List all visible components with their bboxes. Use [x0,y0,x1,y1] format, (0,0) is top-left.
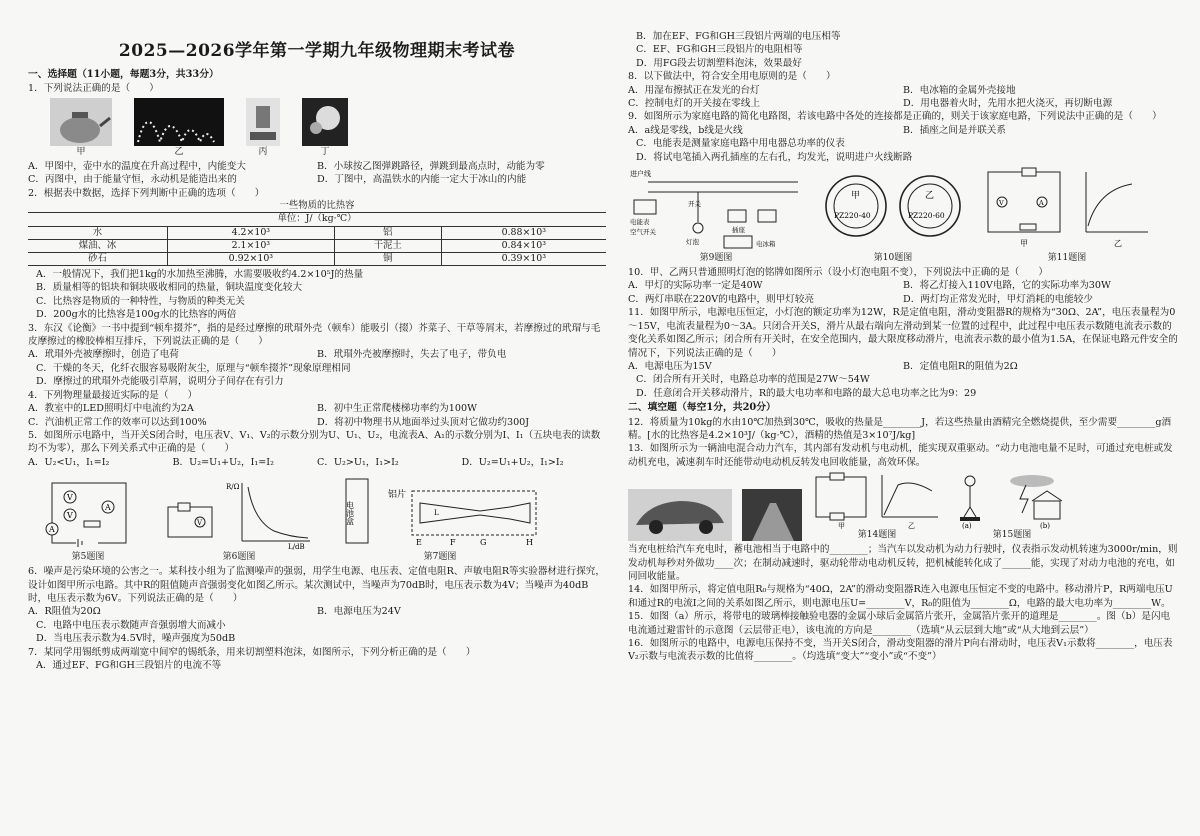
figure-q13-road [742,489,802,541]
q1-option-a: A．甲图中，壶中水的温度在升高过程中，内能变大 [28,160,246,172]
question-3-stem: 3．东汉《论衡》一书中提到“顿牟掇芥”，指的是经过摩擦的玳瑁外壳（顿牟）能吸引（掇）芥菜子、干草等屑末，若摩擦过的玳瑁与毛皮摩擦过的橡胶棒相互排斥，下列说法正确的是（ ） [28,322,601,348]
figure-bing-label: 丙 [258,146,268,157]
question-5-options [28,456,606,469]
q11-graph-label: 乙 [1114,239,1122,249]
question-12: 12．将质量为10kg的水由10℃加热到30℃，吸收的热量是________J，若这些热量由酒精完全燃烧提供，至少需要________g酒精。[水的比热容是4.2×10³J/（kg·℃），酒精的热值是3×10⁷J/kg] [628,416,1172,441]
q10-bulb-jia-label: 甲 [851,191,861,202]
svg-text:V: V [67,493,73,503]
table-cell: 0.39×10³ [441,253,606,266]
q9-option-d: D．将试电笔插入两孔插座的左右孔，均发光，说明进户火线断路 [636,151,913,163]
question-4-options [28,402,606,429]
q6-figure-caption: 第6题图 [222,552,256,563]
q7-option-a: A．通过EF、FG和GH三段铝片的电流不等 [36,659,222,671]
q11-figure-caption: 第11题图 [1047,253,1087,264]
q2-option-d: D．200g水的比热容是100g水的比热容的两倍 [36,309,237,321]
q10-bulb-yi-label: 乙 [925,191,935,202]
q6-option-b: B．电源电压为24V [317,606,401,618]
question-8-stem: 8．以下做法中，符合安全用电原则的是（ ） [628,71,836,83]
q15-label-b: (b) [1040,522,1050,530]
figure-jia [50,98,112,158]
q9-option-c: C．电能表是测量家庭电路中用电器总功率的仪表 [636,138,845,150]
q10-option-a: A．甲灯的实际功率一定是40W [628,280,763,292]
question-14: 14．如图甲所示，将定值电阻R₀与规格为“40Ω，2A”的滑动变阻器R连入电源电压恒定不变的电路中。移动滑片P，R两端电压U和通过R的电流I之间的关系如图乙所示，则电源电压U=________V，R₀的阻值为________Ω，电路的最大电功率为________W。 [628,584,1173,609]
q9-label-fridge: 电冰箱 [756,240,776,249]
question-11-options [628,360,1178,373]
question-15: 15．如图（a）所示，将带电的玻璃棒接触验电器的金属小球后金属箔片张开，金属箔片张开的道理是________。图（b）是闪电电流通过避雷针的示意图（云层带正电），该电流的方向是________（选填“从云层到大地”或“从大地到云层”） [628,611,1171,636]
q5-option-c: C．U₂>U₁，I₁>I₂ [317,456,399,468]
svg-text:A: A [1039,199,1044,208]
q6-circuit-and-graph [164,477,314,551]
road-photo [742,489,802,541]
table-row [28,240,606,253]
q10-bulb-nameplates [818,166,968,252]
q7-letter-f: F [450,538,456,548]
question-13: 13．如图所示为一辆油电混合动力汽车，其内部有发动机与电动机，能实现双重驱动。“动力电池电量不足时，可通过充电桩或发动机充电，减速刹车时还能带动电动机反转发电回收能量，高效环保。 [628,443,1173,468]
q5-circuit-diagram [38,477,138,551]
q11-option-c: C．闭合所有开关时，电路总功率的范围是27W～54W [636,374,870,386]
table-cell: 铜 [334,253,441,266]
question-5-stem: 5．如图所示电路中，当开关S闭合时，电压表V、V₁、V₂的示数分别为U、U₁、U₂，电流表A、A₁的示数分别为I、I₁（五块电表的读数均不为零），那么下列关系式中正确的是（ ） [28,429,601,455]
section-choice-heading: 一、选择题（11小题，每题3分，共33分） [28,69,219,80]
q14-figure-caption: 第14题图 [857,530,897,541]
q2-option-a: A．一般情况下，我们把1kg的水加热至沸腾，水需要吸收约4.2×10⁵J的热量 [36,269,364,281]
table-cell: 干泥土 [334,240,441,253]
figure-yi-label: 乙 [174,146,184,157]
question-8-options [628,84,1178,111]
figure-q15 [952,471,1072,541]
q4-option-d: D．将初中物理书从地面举过头顶对它做功约300J [317,416,530,428]
question-11-stem: 11．如图甲所示，电源电压恒定，小灯泡的额定功率为12W，R是定值电阻，滑动变阻器R的规格为“30Ω、2A”，电压表量程为0～15V，电流表量程为0～3A。只闭合开关S，滑片从最右端向左滑动到某一位置的过程中，此过程中电压表示数随电流表示数的变化关系如图乙所示；闭合所有开关时，在安全范围内，最大限度移动滑片，电流表示数的最小值为1.5A，在保证电路元件安全的情况下，下列说法正确的是（ ） [628,307,1178,359]
q3-option-d: D．摩擦过的玳瑁外壳能吸引草屑，说明分子间存在有引力 [36,376,284,388]
figure-q13-car [628,489,732,541]
question-10-stem: 10．甲、乙两只普通照明灯泡的铭牌如图所示（设小灯泡电阻不变），下列说法中正确的是（ ） [628,267,1048,279]
q1-option-d: D．丁图中，高温铁水的内能一定大于冰山的内能 [317,174,527,186]
q5-option-a: A．U₂<U₁，I₁=I₂ [28,456,110,468]
q5-option-d: D．U₂=U₁+U₂，I₁>I₂ [461,456,564,468]
figure-q11 [982,166,1152,264]
q9-figure-caption: 第9题图 [699,253,733,264]
q14-circuit-label: 甲 [838,522,845,530]
svg-text:A: A [105,503,111,513]
figure-q9 [628,166,804,264]
q4-option-c: C．汽油机正常工作的效率可以达到100% [28,416,207,428]
figure-ding [302,98,348,158]
q14-graph-label: 乙 [908,522,915,530]
questions-9-11-figures [628,166,1178,264]
molten-iron-photo [302,98,348,146]
q9-option-b: B．插座之间是并联关系 [903,124,1006,136]
q3-option-c: C．干燥的冬天，化纤衣服容易吸附灰尘，原理与“顿牟掇芥”现象原理相同 [36,362,351,374]
table-cell: 2.1×10³ [168,240,335,253]
q11-option-d: D．任意闭合开关移动滑片，R的最大电功率和电路的最大总电功率之比为9：29 [636,387,977,399]
question-1-figures [28,98,606,158]
q7-letter-g: G [480,538,487,548]
left-column [28,30,606,826]
q7-option-c: C．EF、FG和GH三段铝片的电阻相等 [636,44,803,56]
section-fill-heading: 二、填空题（每空1分，共20分） [628,402,776,414]
q3-option-b: B．玳瑁外壳被摩擦时，失去了电子，带负电 [317,349,507,361]
bouncing-ball-photo [134,98,224,146]
table-cell: 0.92×10³ [168,253,335,266]
svg-text:A: A [49,525,55,535]
figure-yi [134,98,224,158]
q10-bulb-jia-rating: PZ220-40 [834,211,871,221]
q15-electroscope-lightning [952,471,1072,529]
svg-text:V: V [67,511,73,521]
q8-option-c: C．控制电灯的开关接在零线上 [628,98,761,110]
q15-figure-caption: 第15题图 [992,530,1032,541]
question-13-continued: 当充电桩给汽车充电时，蓄电池相当于电路中的________；当汽车以发动机为动力行驶时，仪表指示发动机转速为3000r/min，则发动机每秒对外做功____次；在制动减速时，驱动轮带动电动机反转，把机械能转化成了______能，实现了对动力电池的充电，如同回收能量。 [628,544,1178,582]
q9-label-bulb: 灯泡 [686,238,699,247]
q7-length-label: L [434,509,439,518]
q7-tin-foil-diagram [340,471,540,551]
q11-circuit-label: 甲 [1020,239,1028,249]
figure-q6 [164,477,314,563]
table-cell: 砂石 [28,253,168,266]
figure-ding-label: 丁 [320,146,330,157]
question-3-options [28,348,606,361]
q11-option-b: B．定值电阻R的阻值为2Ω [903,360,1018,372]
q10-option-c: C．两灯串联在220V的电路中，则甲灯较亮 [628,293,815,305]
table-cell: 4.2×10³ [168,227,335,240]
q1-option-b: B．小球按乙图弹跳路径，弹跳到最高点时，动能为零 [317,160,545,172]
svg-text:V: V [197,519,203,528]
q5-option-b: B．U₂=U₁+U₂，I₁=I₂ [172,456,274,468]
questions-5-7-figures [28,471,606,563]
question-2-stem: 2．根据表中数据，选择下列判断中正确的选项（ ） [28,187,265,199]
q7-foil-label: 铝片 [388,490,407,501]
question-9-options [628,124,1178,137]
figure-jia-label: 甲 [76,146,86,157]
q9-household-circuit [628,166,804,252]
q10-option-d: D．两灯均正常发光时，甲灯消耗的电能较少 [903,293,1093,305]
q6-option-a: A．R阻值为20Ω [28,606,101,618]
q10-figure-caption: 第10题图 [873,253,913,264]
q3-option-a: A．玳瑁外壳被摩擦时，创造了电荷 [28,349,179,361]
q11-option-a: A．电源电压为15V [628,360,712,372]
hybrid-car-photo [628,489,732,541]
q8-option-b: B．电冰箱的金属外壳接地 [903,84,1016,96]
question-6-options [28,605,606,618]
q8-option-a: A．用湿布擦拭正在发光的台灯 [628,84,760,96]
question-4-stem: 4．下列物理量最接近实际的是（ ） [28,389,198,401]
q7-letter-h: H [526,538,533,548]
question-10-options [628,279,1178,306]
perpetual-machine-photo [246,98,280,146]
q7-option-b: B．加在EF、FG和GH三段铝片两端的电压相等 [636,31,841,42]
figure-q14 [812,471,942,541]
q7-letter-e: E [416,538,422,548]
q6-graph-ylabel: R/Ω [226,483,240,492]
q9-label-meter: 电能表 [630,218,650,227]
q9-label-breaker: 空气开关 [630,228,656,237]
table-cell: 煤油、冰 [28,240,168,253]
heat-table-unit: 单位：J/（kg·℃） [277,213,357,225]
q6-option-c: C．电路中电压表示数随声音强弱增大而减小 [36,619,226,631]
figure-q7 [340,471,540,563]
q7-option-d: D．用FG段去切割塑料泡沫，效果最好 [636,57,802,69]
question-6-stem: 6．噪声是污染环境的公害之一。某科技小组为了监测噪声的强弱，用学生电源、电压表、定值电阻R、声敏电阻R等实验器材进行探究，设计如图甲所示电路。其中R的阻值随声音强弱变化如图乙所示。某次测试中，当噪声为70dB时，电压表示数为4V；当噪声为40dB时，电压表示数为6V。下列说法正确的是（ ） [28,566,605,604]
q6-graph-xlabel: L/dB [288,543,305,552]
questions-13-15-figures [628,471,1178,541]
q9-label-switch: 开关 [688,200,701,209]
heat-table-caption: 一些物质的比热容 [28,200,606,213]
figure-q10 [818,166,968,264]
q11-circuit-and-graph [982,166,1152,252]
table-cell: 铝 [334,227,441,240]
q2-option-b: B．质量相等的铝块和铜块吸收相同的热量，铜块温度变化较大 [36,282,303,294]
q10-bulb-yi-rating: PZ220-60 [908,211,945,221]
q5-figure-caption: 第5题图 [71,552,105,563]
question-16: 16．如图所示的电路中，电源电压保持不变，当开关S闭合，滑动变阻器的滑片P向右滑动时，电压表V₁示数将________，电压表V₂示数与电流表示数的比值将________。（均选填“变大”“变小”或“不变”） [628,638,1173,663]
q9-option-a: A．a线是零线，b线是火线 [628,124,743,136]
question-1-options [28,160,606,187]
q1-option-c: C．丙图中，由于能量守恒，永动机是能造出来的 [28,174,237,186]
exam-title: 2025—2026学年第一学期九年级物理期末考试卷 [118,41,516,61]
svg-text:V: V [999,199,1004,208]
q14-circuit-and-graph [812,471,942,529]
q15-label-a: (a) [962,522,972,530]
q7-battery-box-label: 电池盒 [345,501,355,526]
table-row [28,253,606,266]
right-column [628,30,1178,826]
q9-label-incoming-line: 进户线 [630,170,651,179]
q4-option-b: B．初中生正常爬楼梯功率约为100W [317,403,477,415]
q10-option-b: B．将乙灯接入110V电路，它的实际功率为30W [903,280,1111,292]
q9-label-socket: 插座 [732,226,745,235]
table-cell: 0.84×10³ [441,240,606,253]
table-row [28,227,606,240]
question-7-stem: 7．某同学用锡纸剪成两端宽中间窄的锡纸条，用来切割塑料泡沫，如图所示，下列分析正确的是（ ） [28,646,476,658]
q7-figure-caption: 第7题图 [423,552,457,563]
q6-option-d: D．当电压表示数为4.5V时，噪声强度为50dB [36,633,236,645]
figure-bing [246,98,280,158]
specific-heat-table [28,226,606,266]
kettle-photo [50,98,112,146]
question-1-stem: 1．下列说法正确的是（ ） [28,83,159,95]
table-cell: 0.88×10³ [441,227,606,240]
question-9-stem: 9．如图所示为家庭电路的简化电路图，若该电路中各处的连接都是正确的，则关于该家庭电路，下列说法中正确的是（ ） [628,111,1162,123]
q2-option-c: C．比热容是物质的一种特性，与物质的种类无关 [36,295,245,307]
table-cell: 水 [28,227,168,240]
q4-option-a: A．教室中的LED照明灯中电流约为2A [28,403,194,415]
q8-option-d: D．用电器着火时，先用水把火浇灭，再切断电源 [903,98,1113,110]
figure-q5 [38,477,138,563]
